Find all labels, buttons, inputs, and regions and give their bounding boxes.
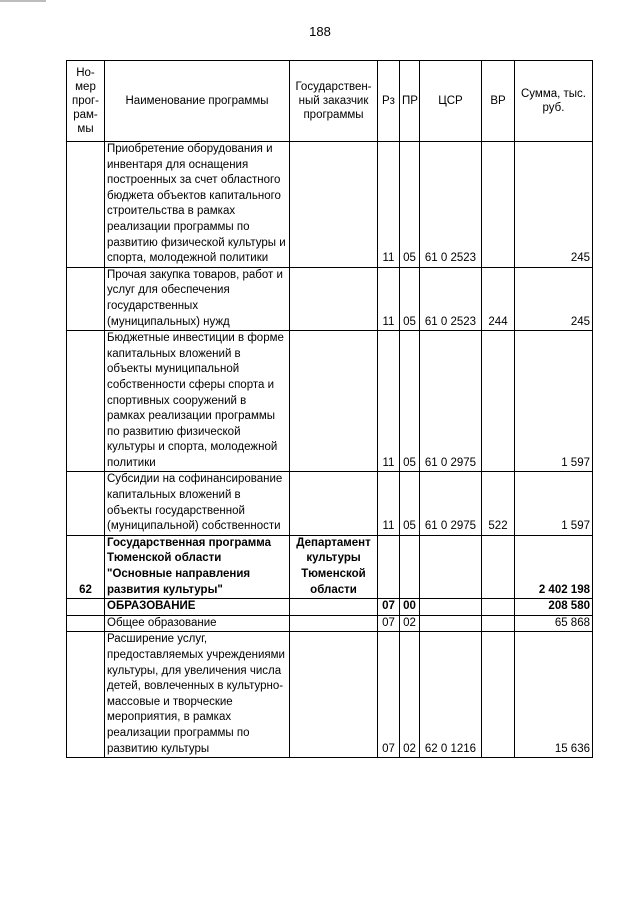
row-state-customer: Департамент культуры Тюменской области — [290, 535, 378, 598]
row-state-customer — [290, 331, 378, 472]
row-sum: 208 580 — [515, 599, 593, 616]
row-program-name: Общее образование — [105, 615, 290, 632]
row-program-number — [67, 599, 105, 616]
row-program-name: Прочая закупка товаров, работ и услуг для обеспечения государственных (муниципальных) нужд — [105, 267, 290, 330]
table-row — [67, 331, 593, 472]
row-program-number — [67, 267, 105, 330]
row-program-name: Субсидии на софинансирование капитальных вложений в объекты государственной (муниципальной) собственности — [105, 472, 290, 535]
header-sum: Сумма, тыс. руб. — [515, 61, 593, 142]
row-state-customer — [290, 267, 378, 330]
row-rz: 07 — [378, 615, 400, 632]
row-csr: 61 0 2975 — [420, 331, 482, 472]
header-state-customer: Государствен-ный заказчик программы — [290, 61, 378, 142]
row-csr — [420, 535, 482, 598]
table-header-row — [67, 61, 593, 142]
row-sum: 65 868 — [515, 615, 593, 632]
row-vr: 244 — [482, 267, 515, 330]
row-csr: 61 0 2975 — [420, 472, 482, 535]
row-csr: 61 0 2523 — [420, 267, 482, 330]
row-sum: 245 — [515, 142, 593, 268]
row-pr: 02 — [400, 615, 420, 632]
row-pr: 05 — [400, 267, 420, 330]
row-vr — [482, 599, 515, 616]
table-row — [67, 632, 593, 758]
row-pr: 00 — [400, 599, 420, 616]
row-rz: 07 — [378, 599, 400, 616]
row-program-number — [67, 331, 105, 472]
row-program-name: Государственная программа Тюменской области "Основные направления развития культуры" — [105, 535, 290, 598]
row-rz — [378, 535, 400, 598]
row-program-number — [67, 615, 105, 632]
table-row — [67, 615, 593, 632]
scan-corner-mark — [0, 0, 46, 2]
row-sum: 1 597 — [515, 472, 593, 535]
row-sum: 15 636 — [515, 632, 593, 758]
row-vr — [482, 535, 515, 598]
table-row — [67, 142, 593, 268]
header-vr: ВР — [482, 61, 515, 142]
row-program-name: Бюджетные инвестиции в форме капитальных вложений в объекты муниципальной собственности сферы спорта и спортивных сооружений в рамках реализации программы по развитию физической культуры и спорта, молодежной политики — [105, 331, 290, 472]
table-row-program — [67, 535, 593, 598]
header-pr: ПР — [400, 61, 420, 142]
row-vr — [482, 331, 515, 472]
row-csr — [420, 615, 482, 632]
header-program-name: Наименование программы — [105, 61, 290, 142]
row-program-number: 62 — [67, 535, 105, 598]
row-state-customer — [290, 599, 378, 616]
header-rz: Рз — [378, 61, 400, 142]
page-number: 188 — [309, 24, 331, 39]
row-state-customer — [290, 632, 378, 758]
row-state-customer — [290, 472, 378, 535]
row-vr: 522 — [482, 472, 515, 535]
row-program-name: ОБРАЗОВАНИЕ — [105, 599, 290, 616]
row-vr — [482, 632, 515, 758]
table-row — [67, 267, 593, 330]
row-rz: 11 — [378, 267, 400, 330]
row-pr: 02 — [400, 632, 420, 758]
header-csr: ЦСР — [420, 61, 482, 142]
row-program-number — [67, 472, 105, 535]
row-rz: 11 — [378, 472, 400, 535]
row-program-name: Приобретение оборудования и инвентаря для оснащения построенных за счет областного бюджета объектов капитального строительства в рамках реализации программы по развитию физической культуры и спорта, молодежной политики — [105, 142, 290, 268]
row-csr — [420, 599, 482, 616]
row-vr — [482, 615, 515, 632]
row-rz: 11 — [378, 331, 400, 472]
row-vr — [482, 142, 515, 268]
row-sum: 1 597 — [515, 331, 593, 472]
row-program-number — [67, 142, 105, 268]
table-row — [67, 472, 593, 535]
budget-table — [66, 60, 593, 758]
row-pr: 05 — [400, 472, 420, 535]
row-rz: 07 — [378, 632, 400, 758]
row-sum: 245 — [515, 267, 593, 330]
row-pr: 05 — [400, 142, 420, 268]
row-sum: 2 402 198 — [515, 535, 593, 598]
row-rz: 11 — [378, 142, 400, 268]
row-state-customer — [290, 142, 378, 268]
table-row-section — [67, 599, 593, 616]
row-program-name: Расширение услуг, предоставляемых учреждениями культуры, для увеличения числа детей, вовлеченных в культурно-массовые и творческие мероприятия, в рамках реализации программы по развитию культуры — [105, 632, 290, 758]
row-state-customer — [290, 615, 378, 632]
row-csr: 62 0 1216 — [420, 632, 482, 758]
row-pr: 05 — [400, 331, 420, 472]
row-pr — [400, 535, 420, 598]
header-program-number: Но-мер прог-рам-мы — [67, 61, 105, 142]
row-program-number — [67, 632, 105, 758]
row-csr: 61 0 2523 — [420, 142, 482, 268]
